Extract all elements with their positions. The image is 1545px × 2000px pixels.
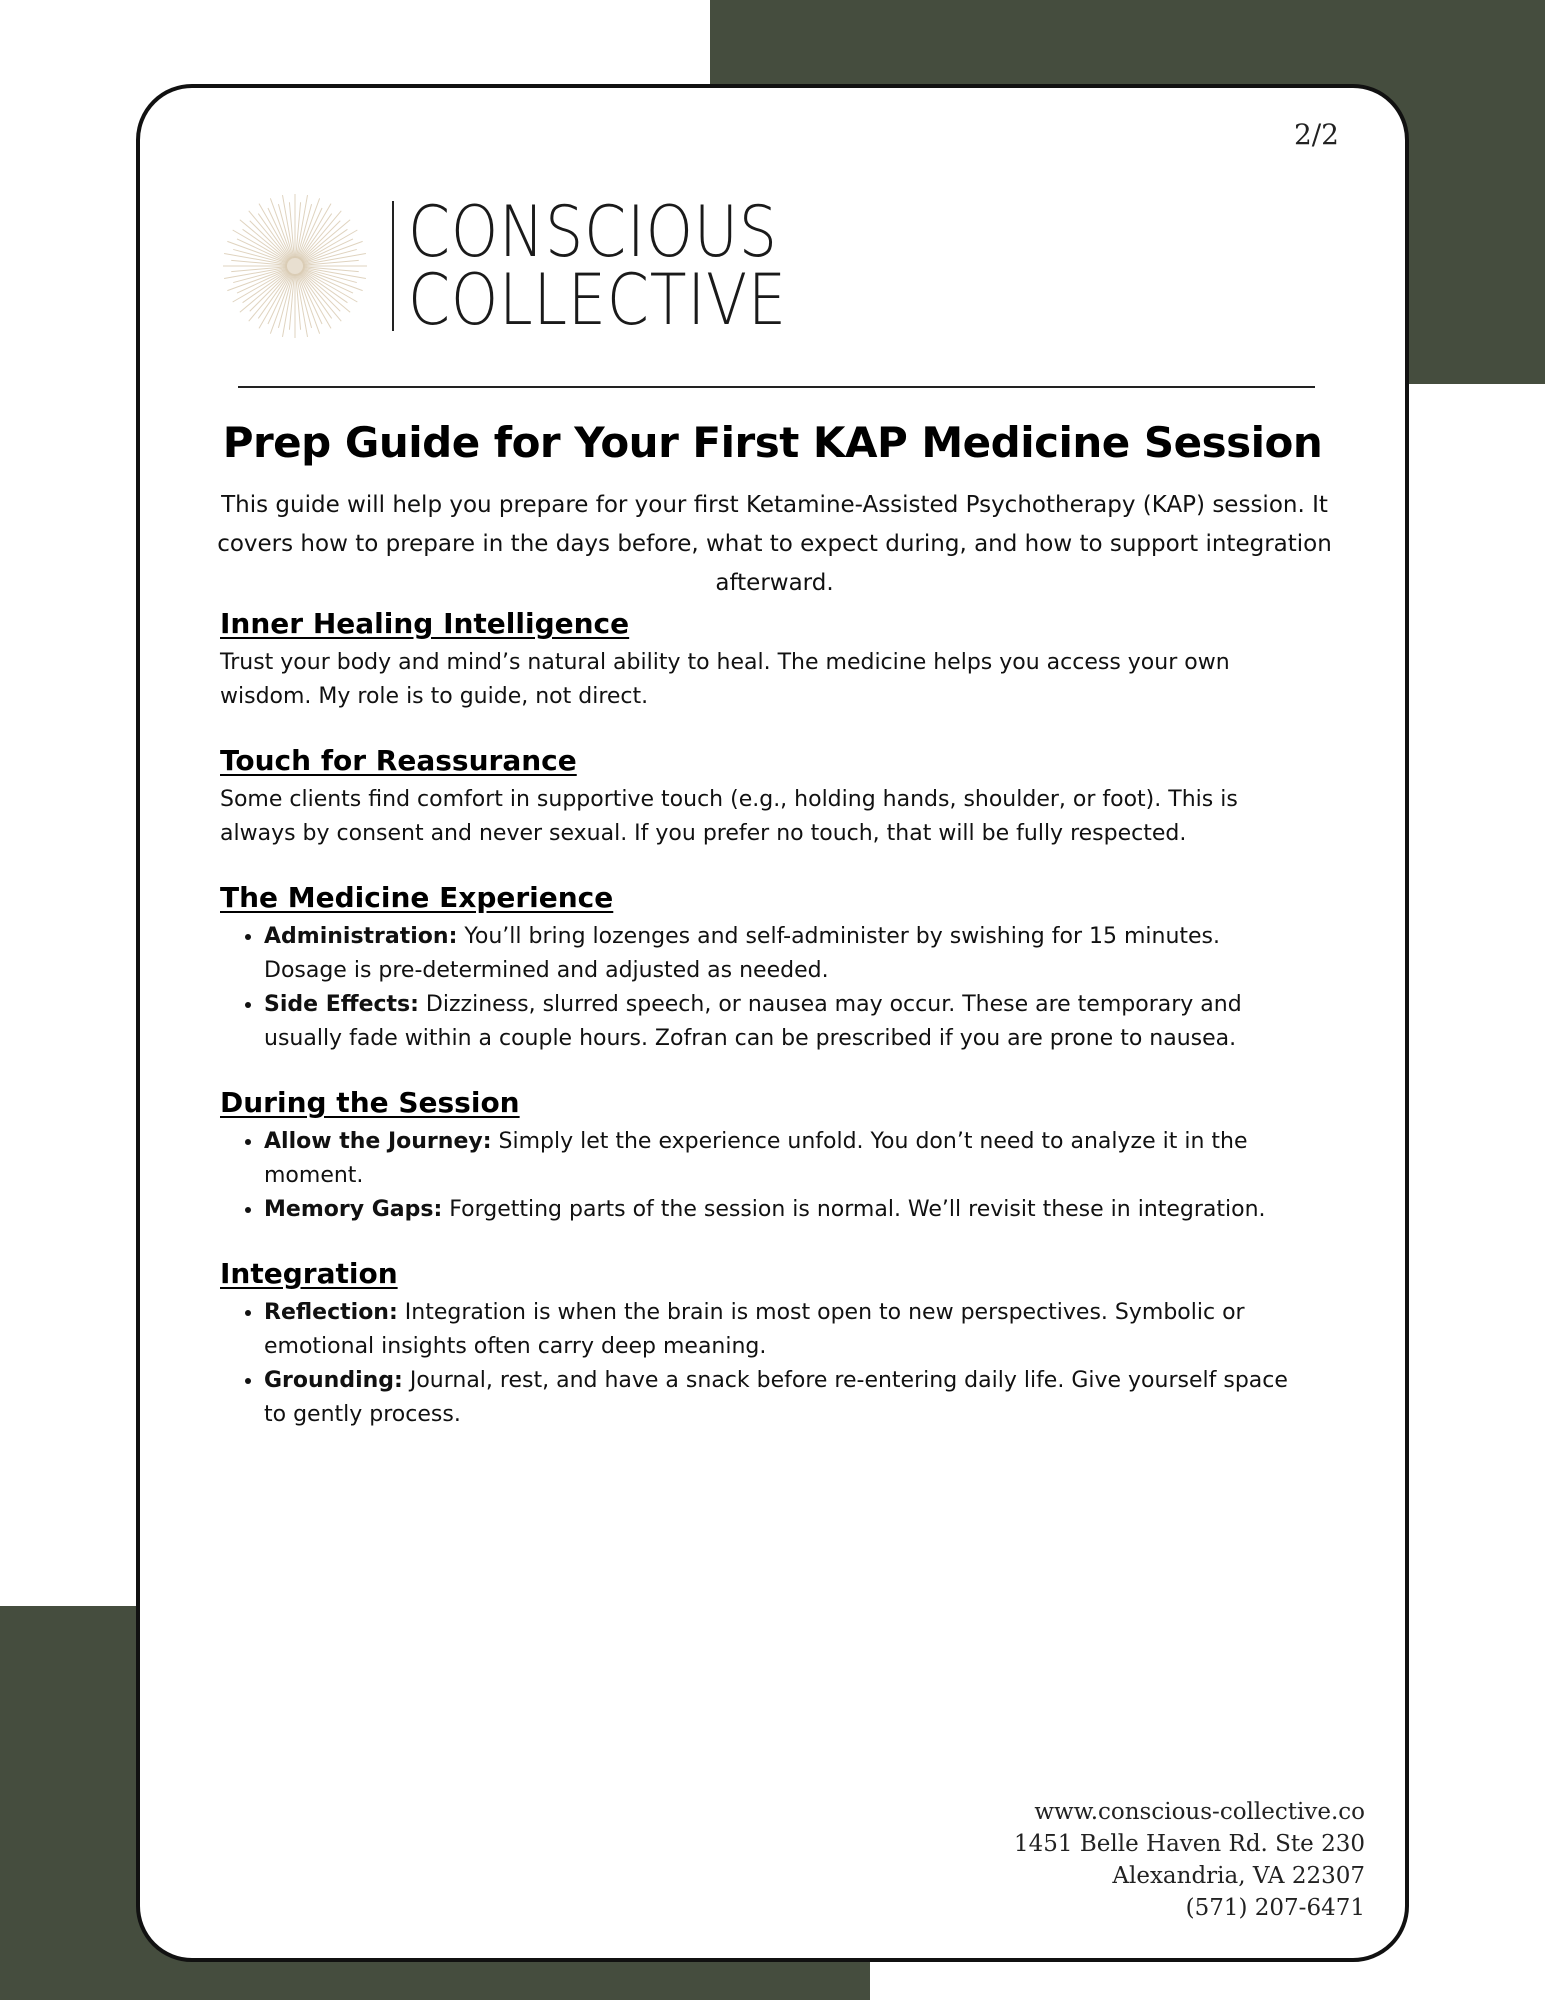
bullet-label: Administration: — [264, 924, 458, 949]
phone-text: (571) 207-6471 — [1185, 1895, 1365, 1921]
address-line-1: 1451 Belle Haven Rd. Ste 230 — [1014, 1831, 1365, 1857]
section-heading: Integration — [220, 1257, 398, 1290]
section-inner-healing — [220, 606, 1300, 714]
section-heading: The Medicine Experience — [220, 881, 614, 914]
website-text: www.conscious-collective.co — [1034, 1799, 1365, 1825]
bullet-text: You’ll bring lozenges and self-administer by swishing for 15 minutes. Dosage is pre-determined and adjusted as needed. — [264, 924, 1221, 983]
bullet-text: Dizziness, slurred speech, or nausea may occur. These are temporary and usually fade within a couple hours. Zofran can be prescribed if you are prone to nausea. — [264, 992, 1242, 1051]
address-line-2: Alexandria, VA 22307 — [1112, 1863, 1365, 1889]
header-divider — [238, 386, 1315, 388]
document-card — [136, 84, 1409, 1962]
section-medicine-experience — [220, 880, 1300, 1056]
sunburst-icon — [220, 191, 370, 341]
section-heading: During the Session — [220, 1086, 520, 1119]
list-item — [264, 1364, 1300, 1432]
bullet-list — [220, 1296, 1300, 1432]
page-title: Prep Guide for Your First KAP Medicine Session — [222, 418, 1323, 467]
bullet-list — [220, 920, 1300, 1056]
section-body: Some clients find comfort in supportive touch (e.g., holding hands, shoulder, or foot). This is always by consent and never sexual. If you prefer no touch, that will be fully respected. — [220, 787, 1238, 846]
brand-logo — [220, 186, 849, 346]
bullet-label: Grounding: — [264, 1368, 403, 1393]
section-body: Trust your body and mind’s natural ability to heal. The medicine helps you access your own wisdom. My role is to guide, not direct. — [220, 650, 1230, 709]
bullet-text: Simply let the experience unfold. You don’t need to analyze it in the moment. — [264, 1129, 1248, 1188]
list-item — [264, 988, 1300, 1056]
list-item — [264, 920, 1300, 988]
bullet-text: Journal, rest, and have a snack before re-entering daily life. Give yourself space to gently process. — [264, 1368, 1288, 1427]
brand-line-2: COLLECTIVE — [408, 259, 787, 341]
contact-block — [1014, 1796, 1365, 1924]
brand-line-1: CONSCIOUS — [408, 191, 778, 273]
brand-wordmark — [408, 191, 787, 341]
section-during-session — [220, 1085, 1300, 1227]
section-integration — [220, 1256, 1300, 1432]
bullet-text: Integration is when the brain is most open to new perspectives. Symbolic or emotional insights often carry deep meaning. — [264, 1300, 1245, 1359]
list-item — [264, 1125, 1300, 1193]
bullet-label: Reflection: — [264, 1300, 398, 1325]
bullet-text: Forgetting parts of the session is normal. We’ll revisit these in integration. — [442, 1197, 1266, 1222]
bullet-list — [220, 1125, 1300, 1227]
guide-content — [220, 606, 1300, 1461]
page-number: 2/2 — [1293, 118, 1339, 151]
intro-paragraph: This guide will help you prepare for your first Ketamine-Assisted Psychotherapy (KAP) session. It covers how to prepare in the days before, what to expect during, and how to support integration afterward. — [217, 492, 1332, 596]
bullet-label: Allow the Journey: — [264, 1129, 492, 1154]
list-item — [264, 1296, 1300, 1364]
section-touch — [220, 743, 1300, 851]
list-item — [264, 1193, 1300, 1227]
section-heading: Touch for Reassurance — [220, 744, 577, 777]
section-heading: Inner Healing Intelligence — [220, 607, 630, 640]
bullet-label: Memory Gaps: — [264, 1197, 443, 1222]
logo-divider — [392, 201, 394, 331]
bullet-label: Side Effects: — [264, 992, 419, 1017]
